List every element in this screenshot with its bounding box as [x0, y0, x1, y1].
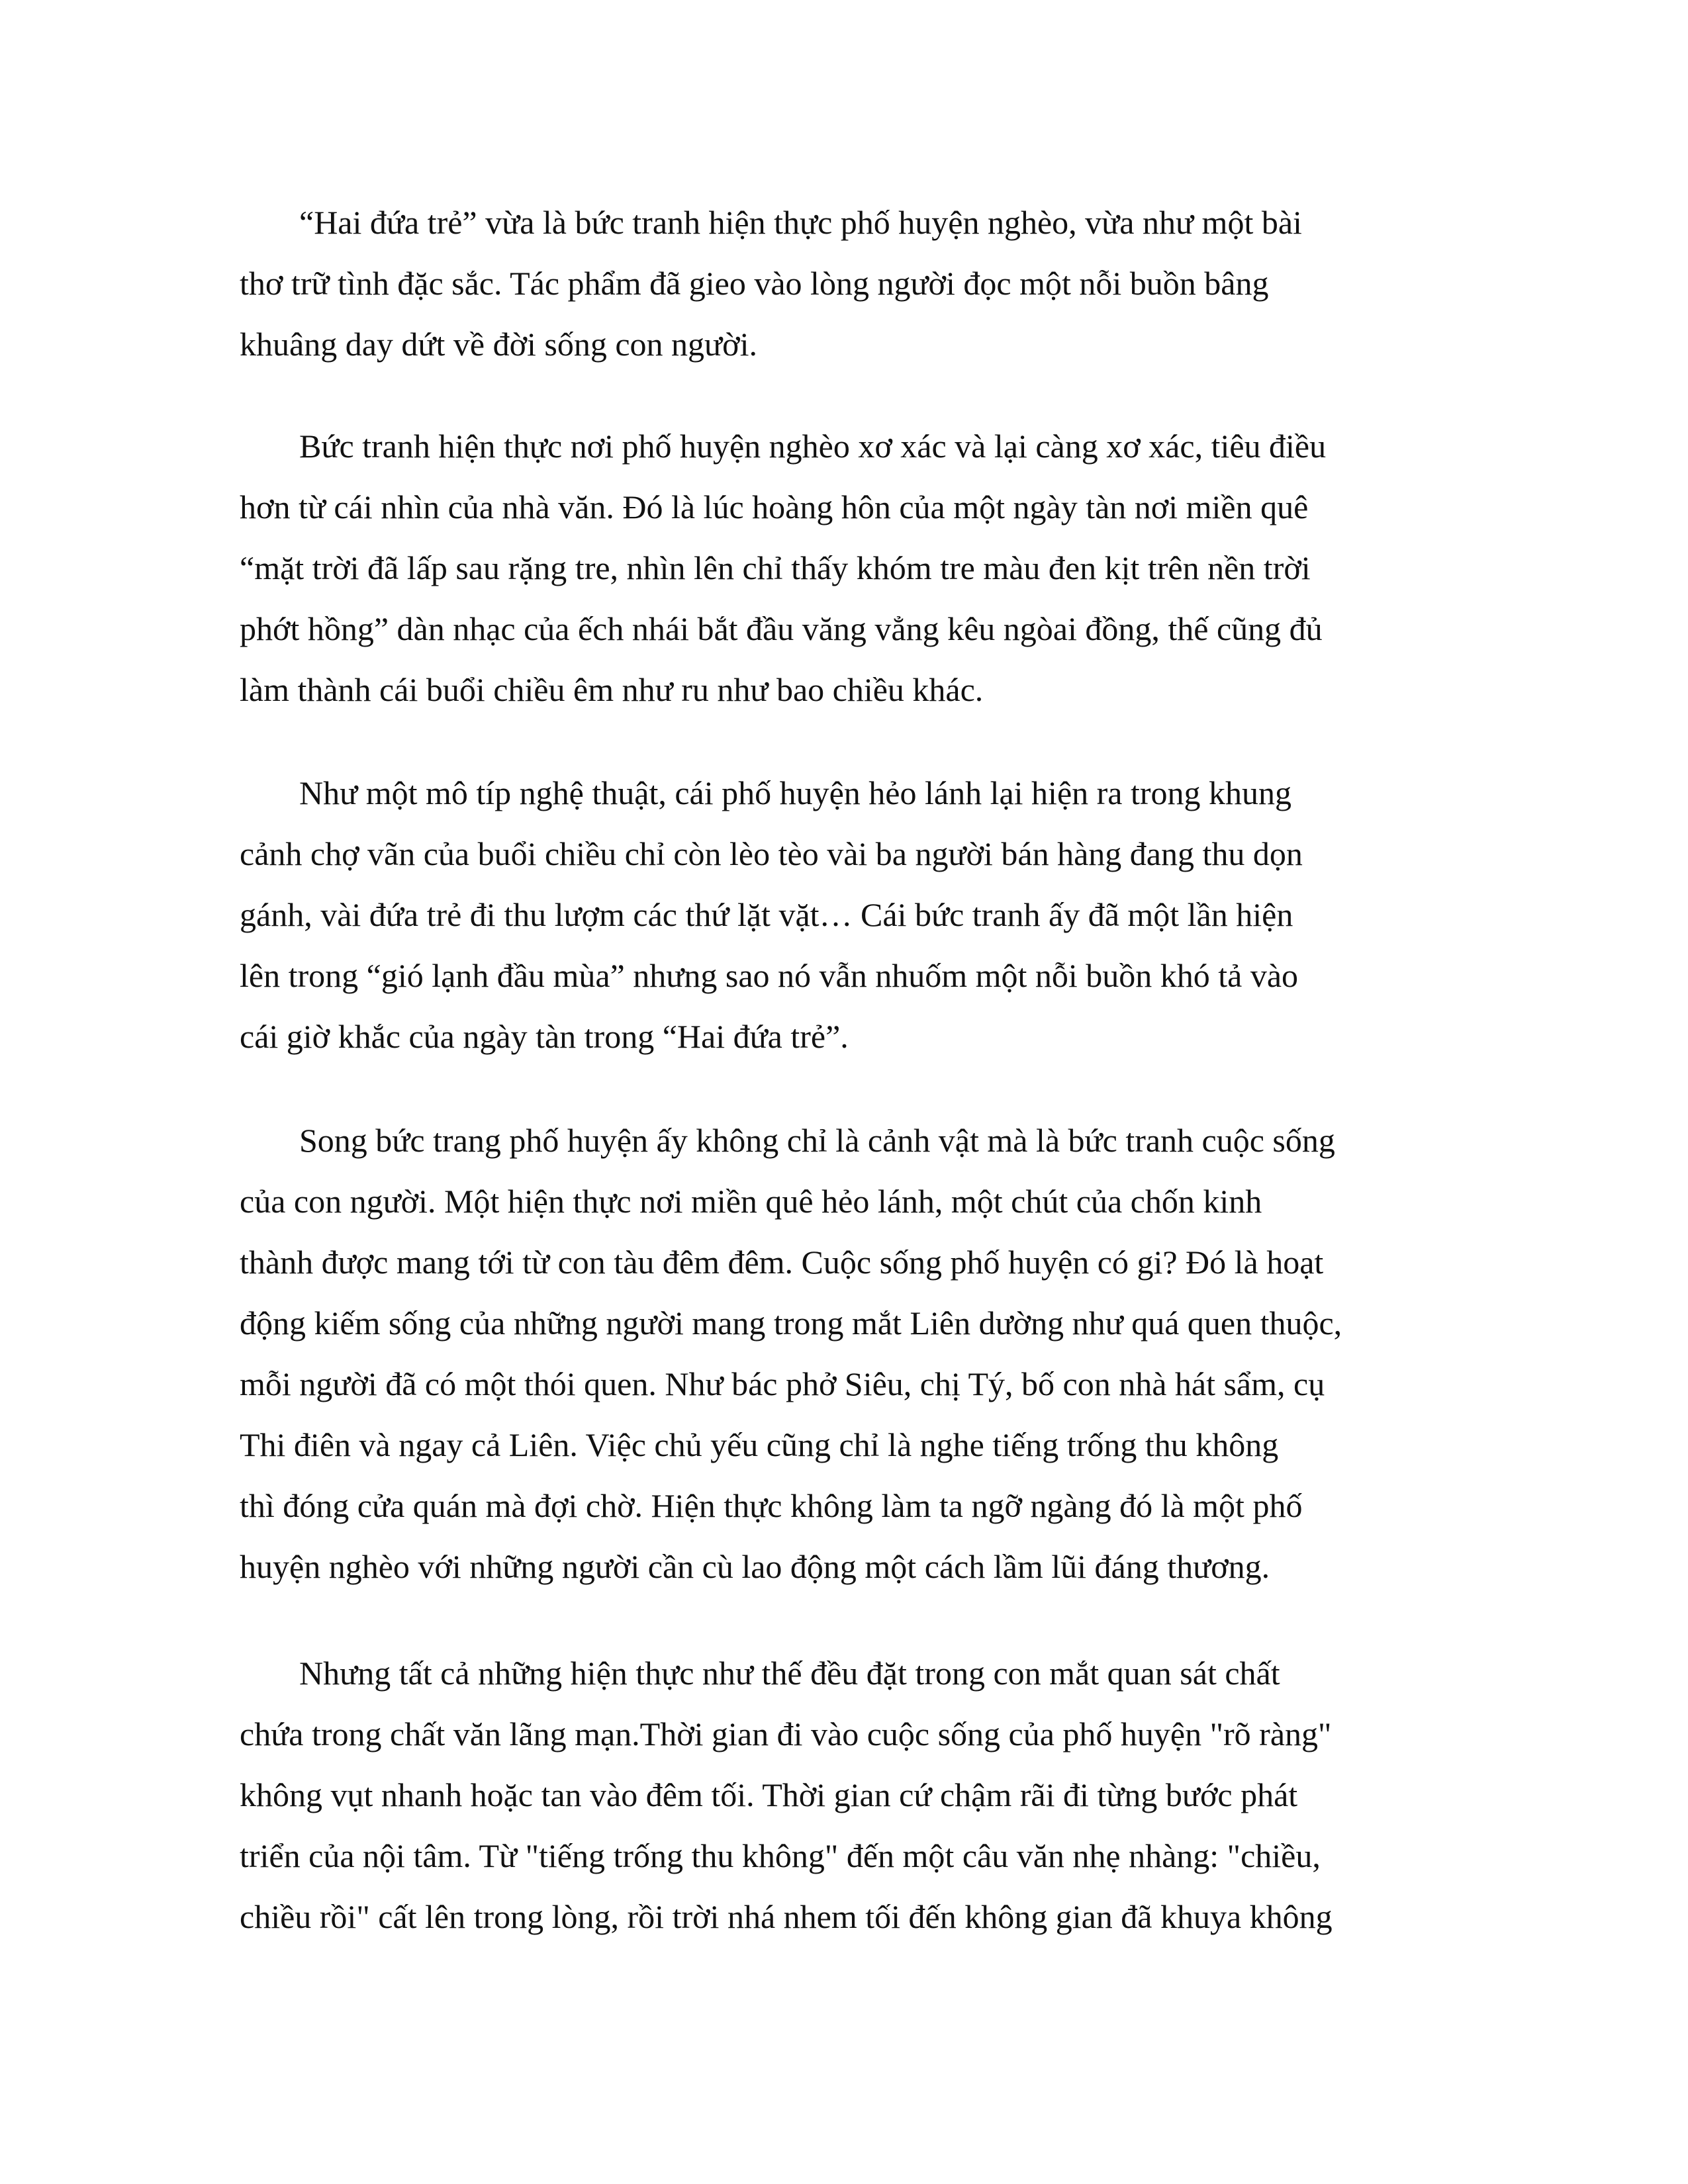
text-line: Thi điên và ngay cả Liên. Việc chủ yếu cũng chỉ là nghe tiếng trống thu không	[240, 1426, 1279, 1463]
paragraph-3	[240, 762, 1497, 1067]
text-line: lên trong “gió lạnh đầu mùa” nhưng sao nó vẫn nhuốm một nỗi buồn khó tả vào	[240, 957, 1299, 994]
text-line: chứa trong chất văn lãng mạn.Thời gian đi vào cuộc sống của phố huyện "rõ ràng"	[240, 1715, 1332, 1752]
text-line: cảnh chợ vãn của buổi chiều chỉ còn lèo tèo vài ba người bán hàng đang thu dọn	[240, 835, 1303, 872]
text-line: phớt hồng” dàn nhạc của ếch nhái bắt đầu văng vẳng kêu ngòai đồng, thế cũng đủ	[240, 610, 1323, 647]
text-line: động kiếm sống của những người mang trong mắt Liên dường như quá quen thuộc,	[240, 1304, 1342, 1342]
text-line: Nhưng tất cả những hiện thực như thế đều đặt trong con mắt quan sát chất	[299, 1655, 1280, 1692]
text-line: cái giờ khắc của ngày tàn trong “Hai đứa trẻ”.	[240, 1018, 849, 1055]
text-line: thì đóng cửa quán mà đợi chờ. Hiện thực không làm ta ngỡ ngàng đó là một phố	[240, 1487, 1303, 1524]
text-line: triển của nội tâm. Từ "tiếng trống thu không" đến một câu văn nhẹ nhàng: "chiều,	[240, 1837, 1321, 1874]
text-line: chiều rồi" cất lên trong lòng, rồi trời nhá nhem tối đến không gian đã khuya không	[240, 1898, 1333, 1935]
text-line: thành được mang tới từ con tàu đêm đêm. Cuộc sống phố huyện có gi? Đó là hoạt	[240, 1244, 1324, 1281]
text-line: gánh, vài đứa trẻ đi thu lượm các thứ lặt vặt… Cái bức tranh ấy đã một lần hiện	[240, 896, 1293, 933]
text-line: Bức tranh hiện thực nơi phố huyện nghèo xơ xác và lại càng xơ xác, tiêu điều	[299, 428, 1327, 465]
text-line: huyện nghèo với những người cần cù lao động một cách lầm lũi đáng thương.	[240, 1548, 1270, 1585]
paragraph-1	[240, 192, 1497, 375]
text-line: Song bức trang phố huyện ấy không chỉ là cảnh vật mà là bức tranh cuộc sống	[299, 1122, 1335, 1159]
paragraph-4	[240, 1110, 1497, 1597]
text-line: mỗi người đã có một thói quen. Như bác phở Siêu, chị Tý, bố con nhà hát sẩm, cụ	[240, 1365, 1325, 1402]
text-line: “mặt trời đã lấp sau rặng tre, nhìn lên chỉ thấy khóm tre màu đen kịt trên nền trời	[240, 549, 1311, 586]
text-line: Như một mô típ nghệ thuật, cái phố huyện hẻo lánh lại hiện ra trong khung	[299, 774, 1292, 811]
text-line: thơ trữ tình đặc sắc. Tác phẩm đã gieo vào lòng người đọc một nỗi buồn bâng	[240, 265, 1269, 302]
text-line: khuâng day dứt về đời sống con người.	[240, 326, 757, 363]
text-line: của con người. Một hiện thực nơi miền quê hẻo lánh, một chút của chốn kinh	[240, 1183, 1262, 1220]
text-line: hơn từ cái nhìn của nhà văn. Đó là lúc hoàng hôn của một ngày tàn nơi miền quê	[240, 488, 1309, 525]
text-line: “Hai đứa trẻ” vừa là bức tranh hiện thực phố huyện nghèo, vừa như một bài	[299, 204, 1302, 241]
text-line: không vụt nhanh hoặc tan vào đêm tối. Thời gian cứ chậm rãi đi từng bước phát	[240, 1776, 1298, 1813]
paragraph-2	[240, 416, 1497, 720]
text-line: làm thành cái buổi chiều êm như ru như bao chiều khác.	[240, 671, 984, 708]
paragraph-5	[240, 1643, 1497, 1947]
